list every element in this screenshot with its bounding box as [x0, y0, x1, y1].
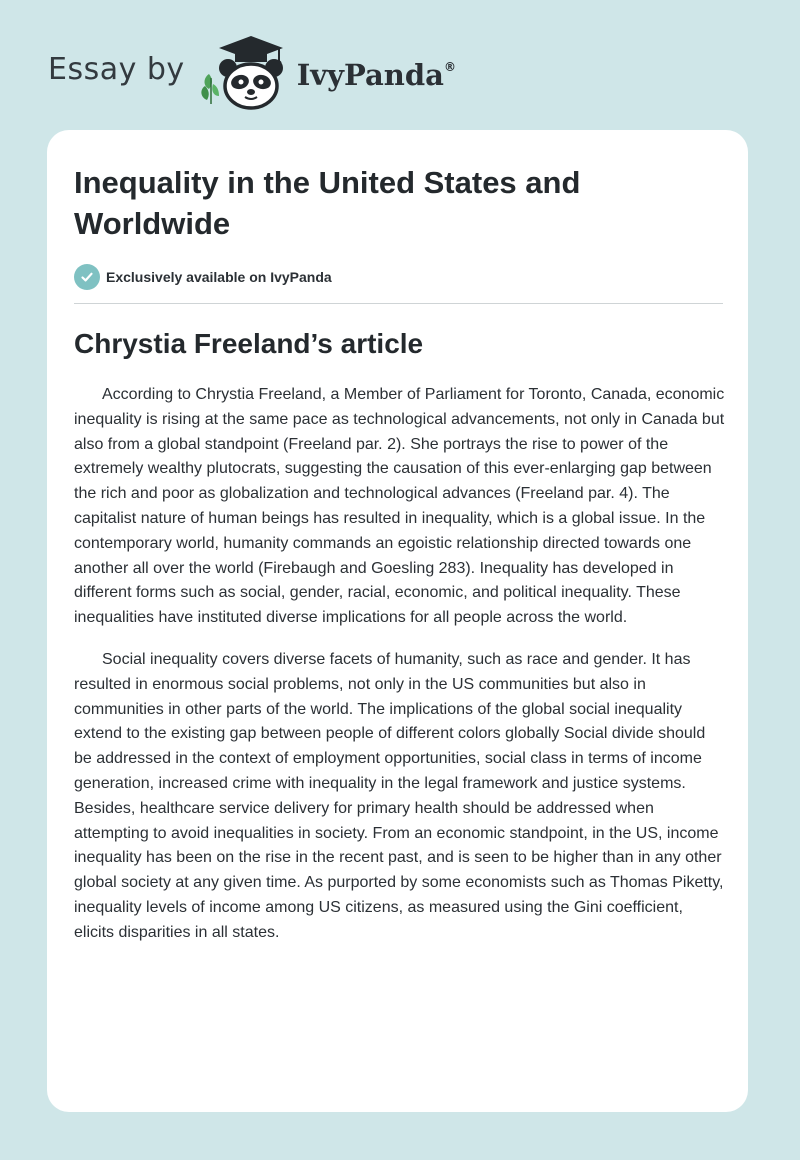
- essay-title: Inequality in the United States and Worldwide: [74, 165, 581, 241]
- paragraph: Social inequality covers diverse facets of humanity, such as race and gender. It has resulted in enormous social problems, not only in the US communities but also in communities in other parts of the world. The implications of the global social inequality extend to the existing gap between people of different colors globally Social divide should be addressed in the context of employment opportunities, social class in terms of income generation, increased crime with inequality in the legal framework and justice systems. Besides, healthcare service delivery for primary health should be addressed when attempting to avoid inequalities in society. From an economic standpoint, in the US, income inequality has been on the rise in the recent past, and is seen to be higher than in any other global society at any given time. As purported by some economists such as Thomas Piketty, inequality levels of income among US citizens, as measured using the Gini coefficient, elicits disparities in all states.: [74, 650, 724, 941]
- article-body: [74, 383, 726, 963]
- registered-mark: ®: [443, 60, 456, 74]
- paragraph: According to Chrystia Freeland, a Member of Parliament for Toronto, Canada, economic inequality is rising at the same pace as technological advancements, not only in Canada but also from a global standpoint (Freeland par. 2). She portrays the rise to power of the extremely wealthy plutocrats, suggesting the causation of this ever-enlarging gap between the rich and poor as globalization and technological advances (Freeland par. 4). The capitalist nature of human beings has resulted in inequality, which is a global issue. In the contemporary world, humanity commands an egoistic relationship directed towards one another all over the world (Firebaugh and Goesling 283). Inequality has developed in different forms such as social, gender, racial, economic, and political inequality. These inequalities have instituted diverse implications for all people across the world.: [74, 386, 725, 627]
- section-heading: Chrystia Freeland’s article: [74, 328, 424, 359]
- essay-by-label: Essay by: [48, 51, 185, 87]
- check-circle-icon: [74, 264, 100, 290]
- badge-text: Exclusively available on IvyPanda: [106, 269, 332, 285]
- ivy-leaf-icon: [201, 74, 219, 104]
- panda-graduate-logo[interactable]: [199, 34, 295, 112]
- brand-name[interactable]: IvyPanda®: [296, 58, 456, 92]
- essay-card: [47, 130, 748, 1112]
- site-header: [48, 34, 456, 112]
- exclusive-badge: [74, 264, 332, 290]
- divider: [74, 303, 723, 304]
